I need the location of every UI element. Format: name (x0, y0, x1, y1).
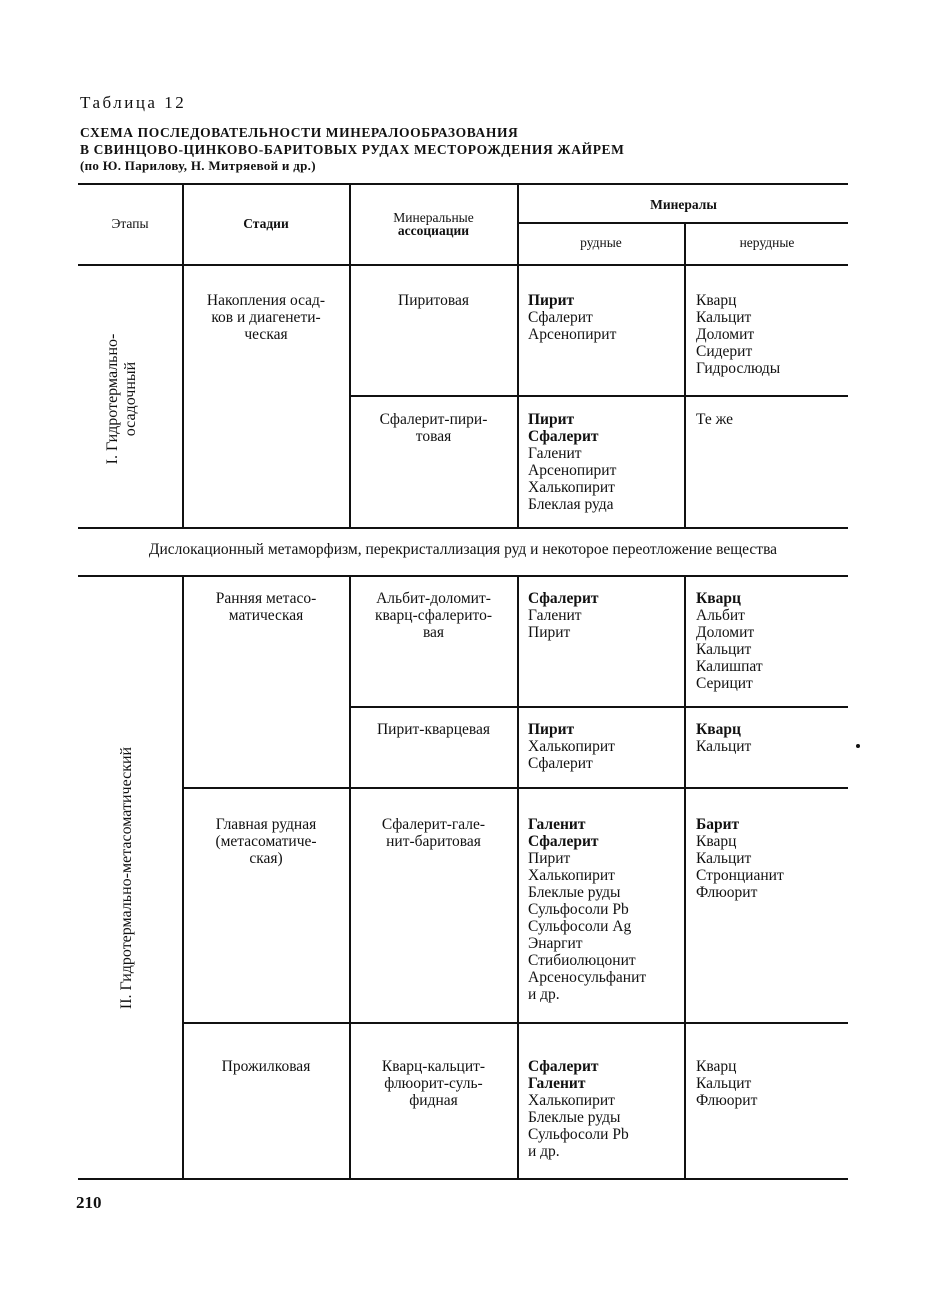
header-associations (351, 211, 516, 237)
s2r3-association-line1: Сфалерит-гале- (381, 816, 486, 833)
mineral-item: Сфалерит (528, 309, 593, 326)
s1r2-association-line1: Сфалерит-пири- (379, 411, 488, 428)
mineral-item: Арсенопирит (528, 326, 617, 343)
s1r1-association (351, 292, 516, 309)
mineral-item: Кальцит (696, 850, 752, 867)
stage2-row-rule-1 (349, 706, 848, 708)
header-minerals: Минералы (650, 197, 717, 212)
stage2-top-rule (78, 575, 848, 577)
header-stages: Этапы (111, 216, 149, 231)
mineral-item: Кальцит (696, 1075, 752, 1092)
table-title-line2: В СВИНЦОВО-ЦИНКОВО-БАРИТОВЫХ РУДАХ МЕСТОРОЖДЕНИЯ ЖАЙРЕМ (80, 142, 625, 157)
mineral-item: Сфалерит (528, 755, 593, 772)
s1r2-ore (528, 411, 616, 513)
mineral-item: Доломит (696, 624, 755, 641)
vrule-s2-4 (684, 577, 686, 1178)
mineral-item: Те же (696, 411, 734, 428)
stage1-bottom-rule (78, 527, 848, 529)
header-nonore: нерудные (739, 235, 795, 250)
s2r3-ore (528, 816, 646, 1003)
mineral-item: Арсеносульфанит (528, 969, 647, 986)
table-source: (по Ю. Парилову, Н. Митряевой и др.) (80, 158, 316, 173)
stage2-row-rule-2 (182, 787, 848, 789)
mineral-item: Доломит (696, 326, 755, 343)
s2r1-nonore (696, 590, 763, 692)
s2r1-association-line1: Альбит-доломит- (376, 590, 491, 607)
mineral-item: Кварц (696, 721, 741, 738)
header-associations-line2: ассоциации (397, 223, 470, 238)
vrule-h3 (517, 185, 519, 264)
mineral-item: Флюорит (696, 1092, 758, 1109)
stage1-substage-line2: ков и диагенети- (211, 309, 321, 326)
mineral-item: Кварц (696, 833, 737, 850)
metamorphism-banner: Дислокационный метаморфизм, перекристаллизация руд и некоторое переотложение вещества (148, 541, 778, 558)
mineral-item: Сфалерит (528, 833, 599, 850)
mineral-item: Галенит (528, 607, 582, 624)
table-label: Таблица 12 (80, 93, 187, 112)
s1r2-association-line2: товая (415, 428, 452, 445)
s2r4-nonore (696, 1058, 757, 1109)
s2r4-association-line3: фидная (409, 1092, 458, 1109)
stage1-label (104, 269, 144, 529)
s2r3-association-line2: нит-баритовая (386, 833, 481, 850)
header-substages: Стадии (243, 216, 289, 231)
mineral-item: Сульфосоли Pb (528, 1126, 629, 1143)
s2r3-nonore (696, 816, 784, 901)
s2r1-ore (528, 590, 599, 641)
s2r2-nonore (696, 721, 751, 755)
mineral-item: Сидерит (696, 343, 753, 360)
table-title (80, 124, 625, 158)
mineral-item: Блеклая руда (528, 496, 614, 513)
s2-substage2 (184, 816, 348, 867)
s2-substage1-line2: матическая (228, 607, 304, 624)
mineral-item: Кальцит (696, 738, 752, 755)
s2r3-association (351, 816, 516, 850)
mineral-item: Стибиолюцонит (528, 952, 636, 969)
s2r4-association (351, 1058, 516, 1109)
mineral-item: Халькопирит (528, 479, 615, 496)
mineral-item: Пирит (528, 292, 575, 309)
s1r2-nonore (696, 411, 733, 428)
mineral-item: Кварц (696, 292, 737, 309)
s2-substage2-line3: ская) (249, 850, 283, 867)
minerals-header-rule (518, 222, 848, 224)
s2-substage2-line1: Главная рудная (215, 816, 317, 833)
stage2-label: II. Гидротермально-метасоматический (118, 746, 135, 1010)
vrule-s2-3 (517, 577, 519, 1178)
mineral-item: Арсенопирит (528, 462, 617, 479)
header-bottom-rule (78, 264, 848, 266)
stage1-row-rule (349, 395, 848, 397)
mineral-item: Сфалерит (528, 428, 599, 445)
mineral-item: Халькопирит (528, 1092, 615, 1109)
mineral-item: и др. (528, 986, 560, 1003)
header-associations-line1: Минеральные (393, 210, 474, 225)
mineral-item: Флюорит (696, 884, 758, 901)
mineral-item: Сфалерит (528, 1058, 599, 1075)
s2r4-ore (528, 1058, 629, 1160)
s2-substage2-line2: (метасоматиче- (215, 833, 317, 850)
s2r1-association (351, 590, 516, 641)
s2r1-association-line2: кварц-сфалерито- (375, 607, 492, 624)
mineral-item: Пирит (528, 721, 575, 738)
s2r1-association-line3: вая (422, 624, 445, 641)
mineral-item: Кальцит (696, 641, 752, 658)
mineral-item: Пирит (528, 411, 575, 428)
stage1-substage-line3: ческая (244, 326, 288, 343)
s2r2-association (351, 721, 516, 738)
mineral-item: Серицит (696, 675, 753, 692)
s2-substage1 (184, 590, 348, 624)
mineral-item: Барит (696, 816, 740, 833)
mineral-item: Калишпат (696, 658, 763, 675)
vrule-s1-4 (684, 266, 686, 527)
mineral-item: Кальцит (696, 309, 752, 326)
s1r1-nonore (696, 292, 780, 377)
s2r2-ore (528, 721, 615, 772)
s2r2-association-line1: Пирит-кварцевая (376, 721, 491, 738)
mineral-item: Кварц (696, 1058, 737, 1075)
mineral-item: Галенит (528, 816, 586, 833)
stage2-row-rule-3 (182, 1022, 848, 1024)
mineral-item: Блеклые руды (528, 884, 621, 901)
mineral-item: Блеклые руды (528, 1109, 621, 1126)
s2-substage1-line1: Ранняя метасо- (215, 590, 317, 607)
s2-substage3-line1: Прожилковая (221, 1058, 311, 1075)
mineral-item: Халькопирит (528, 867, 615, 884)
mineral-item: Пирит (528, 624, 571, 641)
mineral-item: Кварц (696, 590, 741, 607)
mineral-item: Гидрослюды (696, 360, 781, 377)
s1r2-association (351, 411, 516, 445)
table-title-line1: СХЕМА ПОСЛЕДОВАТЕЛЬНОСТИ МИНЕРАЛООБРАЗОВАНИЯ (80, 125, 519, 140)
mineral-item: Галенит (528, 445, 582, 462)
mineral-item: Халькопирит (528, 738, 615, 755)
stage1-label-line1: I. Гидротермально- (104, 333, 121, 465)
stray-mark (856, 744, 860, 748)
vrule-s2-1 (182, 577, 184, 1178)
s1r1-ore (528, 292, 616, 343)
mineral-item: Энаргит (528, 935, 583, 952)
s1r1-association-line1: Пиритовая (398, 292, 469, 309)
mineral-item: и др. (528, 1143, 560, 1160)
table-bottom-rule (78, 1178, 848, 1180)
vrule-s1-3 (517, 266, 519, 527)
stage1-substage-line1: Накопления осад- (206, 292, 326, 309)
page-number: 210 (76, 1193, 102, 1212)
s2r4-association-line2: флюорит-суль- (384, 1075, 483, 1092)
mineral-item: Альбит (696, 607, 745, 624)
mineral-item: Сульфосоли Pb (528, 901, 629, 918)
s2-substage3 (184, 1058, 348, 1075)
stage1-substage (184, 292, 348, 343)
mineral-item: Сфалерит (528, 590, 599, 607)
table-top-rule (78, 183, 848, 185)
stage1-label-line2: осадочный (122, 361, 139, 437)
mineral-item: Стронцианит (696, 867, 784, 884)
header-ore: рудные (580, 235, 622, 250)
s2r4-association-line1: Кварц-кальцит- (381, 1058, 486, 1075)
mineral-item: Пирит (528, 850, 571, 867)
mineral-item: Сульфосоли Ag (528, 918, 632, 935)
mineral-item: Галенит (528, 1075, 586, 1092)
